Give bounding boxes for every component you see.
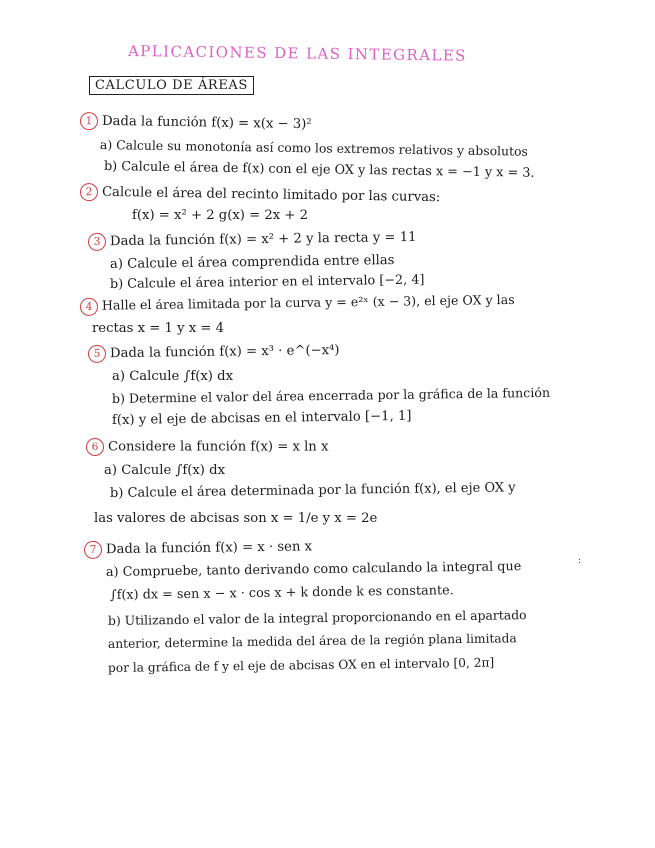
exercise-6-part-b: b) Calcule el área determinada por la función f(x), el eje OX y: [109, 480, 516, 501]
exercise-text: Dada la función f(x) = x³ · e^(−x⁴): [109, 342, 340, 362]
stray-mark: :: [578, 556, 582, 566]
exercise-number-badge: 7: [84, 541, 102, 559]
exercise-number-badge: 6: [86, 438, 104, 456]
exercise-number-badge: 3: [88, 233, 106, 251]
exercise-number-badge: 5: [88, 345, 106, 363]
exercise-5-statement: [88, 341, 340, 363]
exercise-number-badge: 4: [80, 297, 98, 315]
exercise-7-statement: [84, 538, 312, 560]
exercise-4-statement: [80, 291, 515, 316]
exercise-4-continuation: rectas x = 1 y x = 4: [92, 321, 224, 336]
exercise-text: Dada la función f(x) = x² + 2 y la recta y = 11: [109, 229, 417, 250]
exercise-text: Considere la función f(x) = x ln x: [108, 439, 329, 455]
exercise-1-part-a: a) Calcule su monotonía así como los extremos relativos y absolutos: [99, 137, 528, 159]
exercise-5-part-b: b) Determine el valor del área encerrada por la gráfica de la función: [111, 384, 551, 406]
exercise-text: Dada la función f(x) = x · sen x: [105, 539, 313, 558]
exercise-2-functions: f(x) = x² + 2 g(x) = 2x + 2: [132, 208, 309, 223]
exercise-text: Calcule el área del recinto limitado por las curvas:: [101, 184, 441, 206]
exercise-5-part-a: a) Calcule ∫f(x) dx: [112, 369, 234, 384]
exercise-3-statement: [88, 228, 417, 251]
exercise-5-part-b-continuation: f(x) y el eje de abcisas en el intervalo [−1, 1]: [111, 408, 412, 428]
exercise-number-badge: 2: [80, 183, 98, 201]
exercise-text: Halle el área limitada por la curva y = e²ˣ (x − 3), el eje OX y las: [101, 291, 515, 313]
exercise-7-part-b: b) Utilizando el valor de la integral proporcionando en el apartado: [107, 607, 527, 628]
exercise-2-statement: [80, 183, 441, 207]
exercise-6-part-b-continuation: las valores de abcisas son x = 1/e y x = 2e: [94, 511, 378, 526]
exercise-3-part-b: b) Calcule el área interior en el intervalo [−2, 4]: [109, 272, 425, 292]
exercise-3-part-a: a) Calcule el área comprendida entre ellas: [109, 253, 395, 272]
section-heading-box: CALCULO DE ÁREAS: [89, 76, 254, 95]
exercise-1-part-b: b) Calcule el área de f(x) con el eje OX y las rectas x = −1 y x = 3.: [103, 159, 535, 181]
exercise-1-statement: [80, 112, 312, 134]
exercise-number-badge: 1: [80, 112, 98, 130]
exercise-6-statement: [86, 438, 328, 457]
exercise-7-part-b-continuation: anterior, determine la medida del área de la región plana limitada: [107, 631, 517, 651]
exercise-6-part-a: a) Calcule ∫f(x) dx: [104, 463, 226, 478]
exercise-text: Dada la función f(x) = x(x − 3)²: [101, 113, 312, 133]
page-title: APLICACIONES DE LAS INTEGRALES: [127, 41, 467, 65]
exercise-7-part-b-continuation-2: por la gráfica de f y el eje de abcisas OX en el intervalo [0, 2π]: [107, 655, 495, 675]
exercise-7-part-a: a) Compruebe, tanto derivando como calculando la integral que: [105, 559, 522, 580]
exercise-7-part-a-continuation: ∫f(x) dx = sen x − x · cos x + k donde k es constante.: [109, 583, 454, 603]
